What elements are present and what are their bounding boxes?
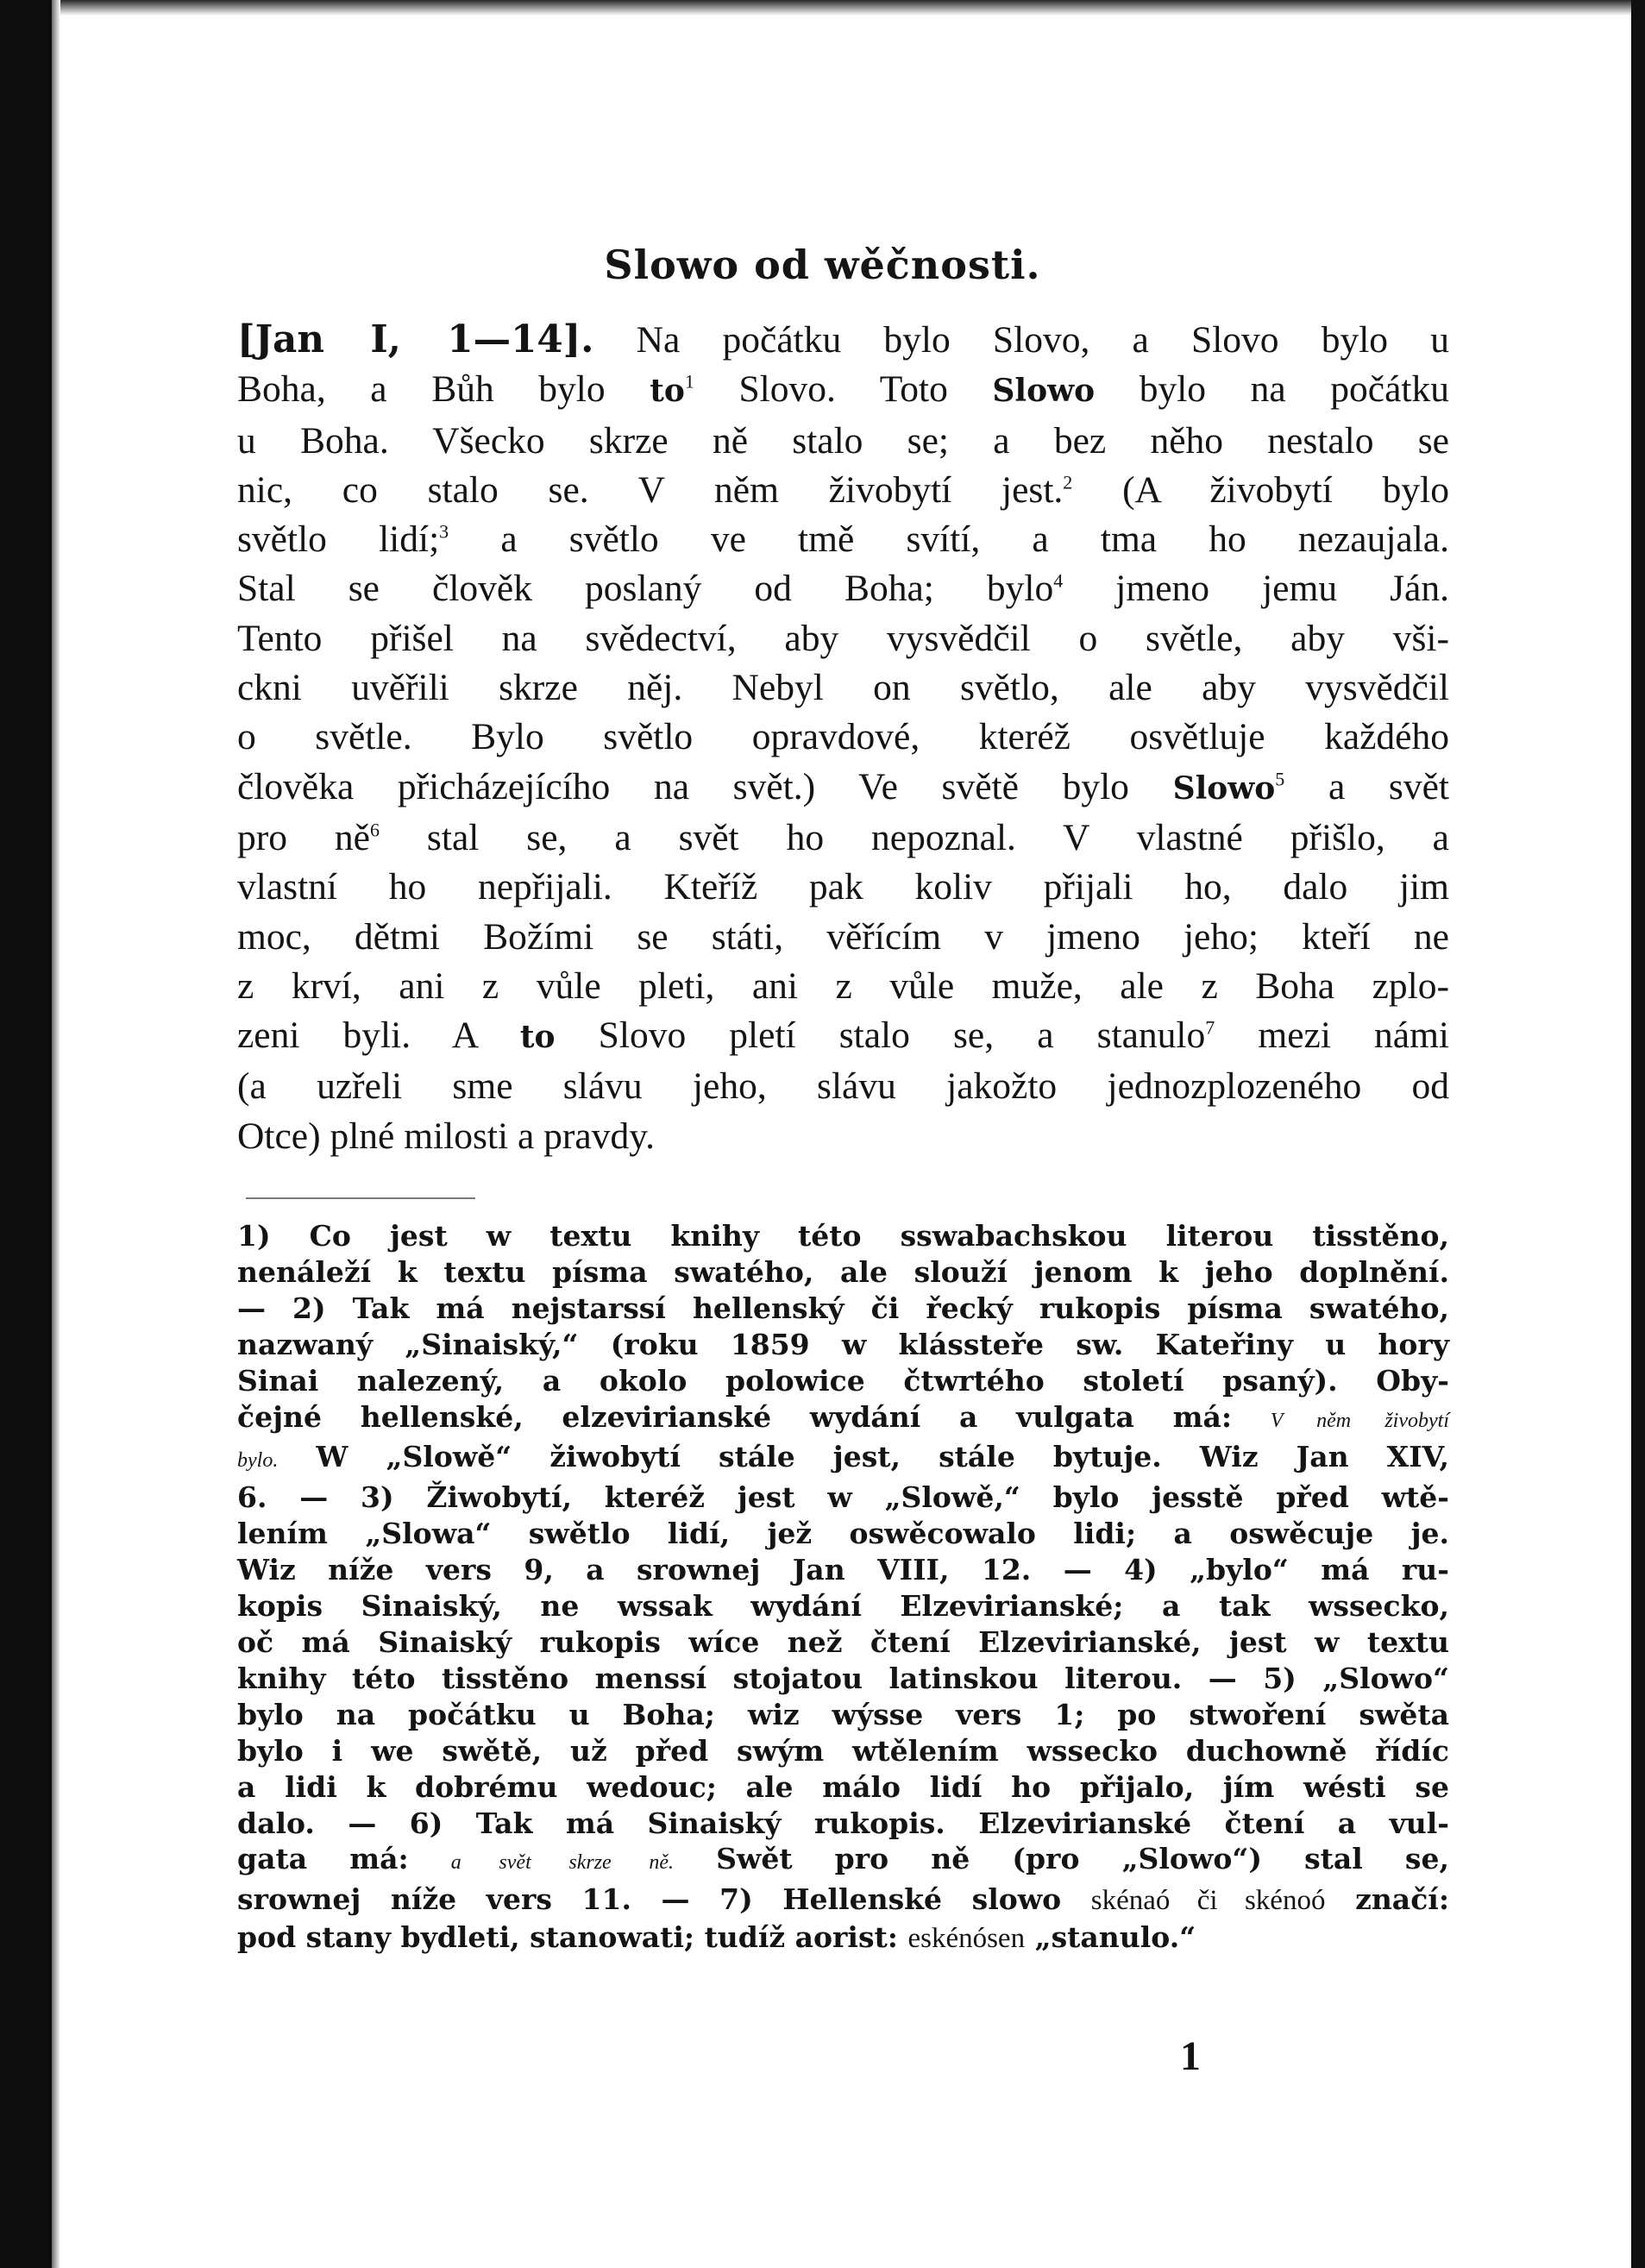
text-line: (a uzřeli sme slávu jeho, slávu jakožto jednozplozeného od [237,1065,1449,1108]
text-line: nic, co stalo se. V něm živobytí jest.$^2$ (A živobytí bylo [237,468,1449,511]
page-title: Slowo od wěčnosti. [604,242,1041,288]
text-line: zeni byli. A to Slovo pletí stalo se, a stanulo$^7$ mezi námi [237,1015,1449,1057]
footnote-line: nazwaný „Sinaiský,“ (roku 1859 w klássteře sw. Kateřiny u hory [237,1327,1449,1361]
footnote-line: bylo na počátku u Boha; wiz wýsse vers 1; po stwoření swěta [237,1697,1449,1731]
footnote-line: čejné hellenské, elzevirianské wydání a vulgata má: V něm živobytí [237,1399,1449,1434]
footnote-ref: 4 [1053,569,1064,592]
main-text-block [237,315,1449,1161]
text-line: Tento přišel na svědectví, aby vysvědčil o světle, aby vši- [237,617,1449,659]
page-top-shadow [0,0,1645,16]
footnote-line: kopis Sinaiský, ne wssak wydání Elzevirianské; a tak wsseckо, [237,1589,1449,1624]
page-number: 1 [1180,2033,1201,2079]
footnote-ref: 3 [439,520,449,543]
binding-shadow [52,0,60,2268]
footnote-line: 6. — 3) Žiwobytí, kteréž jest w „Slowě,“ bylo jesstě před wtě- [237,1480,1449,1515]
footnote-ref: 6 [369,819,380,841]
text-line: Boha, a Bůh bylo $to^1$ Slovo. Toto Slowo bylo na počátku [237,368,1449,411]
footnote-line: nenáleží k textu písma swatého, ale slouží jenom k jeho doplnění. [237,1254,1449,1289]
footnote-line: Wiz níže vers 9, a srownej Jan VIII, 12. — 4) „bylo“ má ru- [237,1553,1449,1587]
footnote-line: a lidi k dobrému wedouc; ale málo lidí ho přijalo, jím wésti se [237,1769,1449,1804]
footnote-line: srownej níže vers 11. — 7) Hellenské slowo skénaó či skénoó značí: [237,1882,1450,1917]
footnote-line: pod stany bydleti, stanowati; tudíž aorist: eskénósen „stanulo.“ [237,1920,1196,1955]
footnote-ref: 2 [1063,471,1073,493]
footnotes-block [237,1218,1449,1957]
text-line: člověka přicházejícího na svět.) Ve světě bylo Slowo$^5$ a svět [237,765,1449,807]
footnote-line: gata má: a svět skrze ně. Swět pro ně (pro „Slowo“) stal se, [237,1842,1449,1876]
footnote-line: bylo. W „Slowě“ žiwobytí stále jest, stále bytuje. Wiz Jan XIV, [237,1440,1449,1474]
footnote-line: bylo i we swětě, už před swým wtělením wsseckо duchowně řídíc [237,1733,1449,1768]
footnote-line: knihy této tisstěno menssí stojatou latinskou literou. — 5) „Slowo“ [237,1661,1449,1695]
footnote-ref: 1 [684,370,694,393]
page-right-edge [1631,0,1645,2268]
footnote-line: lením „Slowa“ swětlo lidí, jež oswěcowalo lidi; a oswěcuje je. [237,1517,1449,1551]
text-line: moc, dětmi Božími se státi, věřícím v jmeno jeho; kteří ne [237,915,1449,958]
text-line: Stal se člověk poslaný od Boha; bylo$^4$ jmeno jemu Ján. [237,568,1449,610]
text-line: ckni uvěřili skrze něj. Nebyl on světlo, ale aby vysvědčil [237,667,1449,709]
footnote-line: dalo. — 6) Tak má Sinaiský rukopis. Elzevirianské čtení a vul- [237,1806,1449,1840]
footnote-line: oč má Sinaiský rukopis wíce než čtení Elzevirianské, jest w textu [237,1624,1449,1659]
text-line: světlo lidí;$^3$ a světlo ve tmě svítí, a tma ho nezaujala. [237,518,1449,561]
text-line: Otce) plné milosti a pravdy. [237,1115,656,1157]
footnote-divider [246,1197,475,1199]
text-line: [Jan I, 1—14]. Na počátku bylo Slovo, a Slovo bylo u [237,317,1449,361]
text-line: vlastní ho nepřijali. Kteříž pak koliv přijali ho, dalo jim [237,866,1449,908]
footnote-line: 1) Co jest w textu knihy této sswabachskou literou tisstěno, [237,1219,1449,1253]
text-line: u Boha. Všecko skrze ně stalo se; a bez něho nestalo se [237,419,1449,462]
book-binding-edge [0,0,52,2268]
text-line: z krví, ani z vůle pleti, ani z vůle muže, ale z Boha zplo- [237,964,1449,1007]
text-line: pro $ně^6$ stal se, a svět ho nepoznal. V vlastné přišlo, a [237,816,1449,858]
footnote-line: — 2) Tak má nejstarssí hellenský či řecký rukopis písma swatého, [237,1291,1449,1325]
text-line: o světle. Bylo světlo opravdové, kteréž osvětluje každého [237,716,1449,758]
footnote-line: Sinai nalezený, a okolo polowice čtwrtého století psaný). Oby- [237,1363,1449,1398]
footnote-ref: 5 [1275,768,1285,790]
footnote-ref: 7 [1205,1016,1215,1039]
